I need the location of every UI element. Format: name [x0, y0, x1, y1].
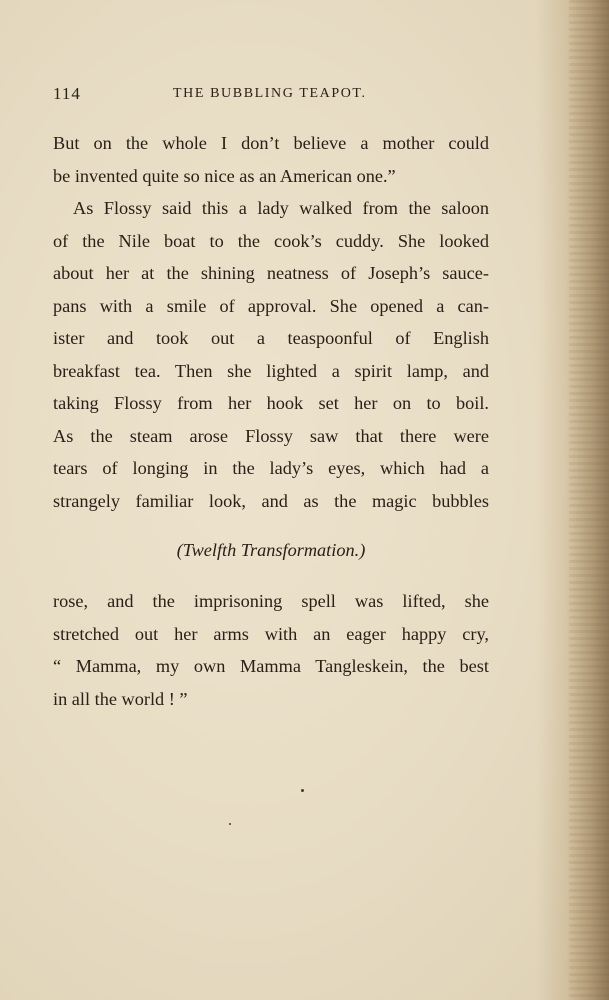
- running-head: THE BUBBLING TEAPOT.: [173, 86, 367, 101]
- text-line: in all the world ! ”: [53, 688, 188, 709]
- ink-speck: [229, 823, 231, 825]
- text-line: But on the whole I don’t believe a mother could: [53, 133, 489, 153]
- text-line: taking Flossy from her hook set her on to boil.: [53, 393, 489, 413]
- illustration-caption: (Twelfth Transformation.): [176, 540, 366, 560]
- text-line: strangely familiar look, and as the magic bubbles: [53, 490, 489, 511]
- text-line: pans with a smile of approval. She opened a can-: [53, 295, 489, 316]
- text-line: rose, and the imprisoning spell was lifted, she: [53, 591, 489, 611]
- page-number: 114: [53, 84, 81, 103]
- main-text: [53, 127, 489, 517]
- page-edge-shading: [569, 0, 609, 1000]
- text-line: of the Nile boat to the cook’s cuddy. She looked: [53, 230, 489, 251]
- text-line: ister and took out a teaspoonful of English: [53, 328, 489, 348]
- ink-speck: [301, 789, 304, 792]
- text-line: breakfast tea. Then she lighted a spirit lamp, and: [53, 360, 489, 381]
- text-line: stretched out her arms with an eager happy cry,: [53, 623, 489, 644]
- text-line: tears of longing in the lady’s eyes, which had a: [53, 458, 489, 478]
- page-header: [53, 84, 489, 108]
- text-line: As the steam arose Flossy saw that there were: [53, 425, 489, 446]
- text-line: be invented quite so nice as an American one.”: [53, 165, 396, 186]
- text-line: “ Mamma, my own Mamma Tangleskein, the best: [53, 656, 489, 676]
- text-line: about her at the shining neatness of Joseph’s sauce-: [53, 263, 489, 283]
- text-line: As Flossy said this a lady walked from the saloon: [73, 198, 489, 218]
- continued-text: [53, 585, 489, 715]
